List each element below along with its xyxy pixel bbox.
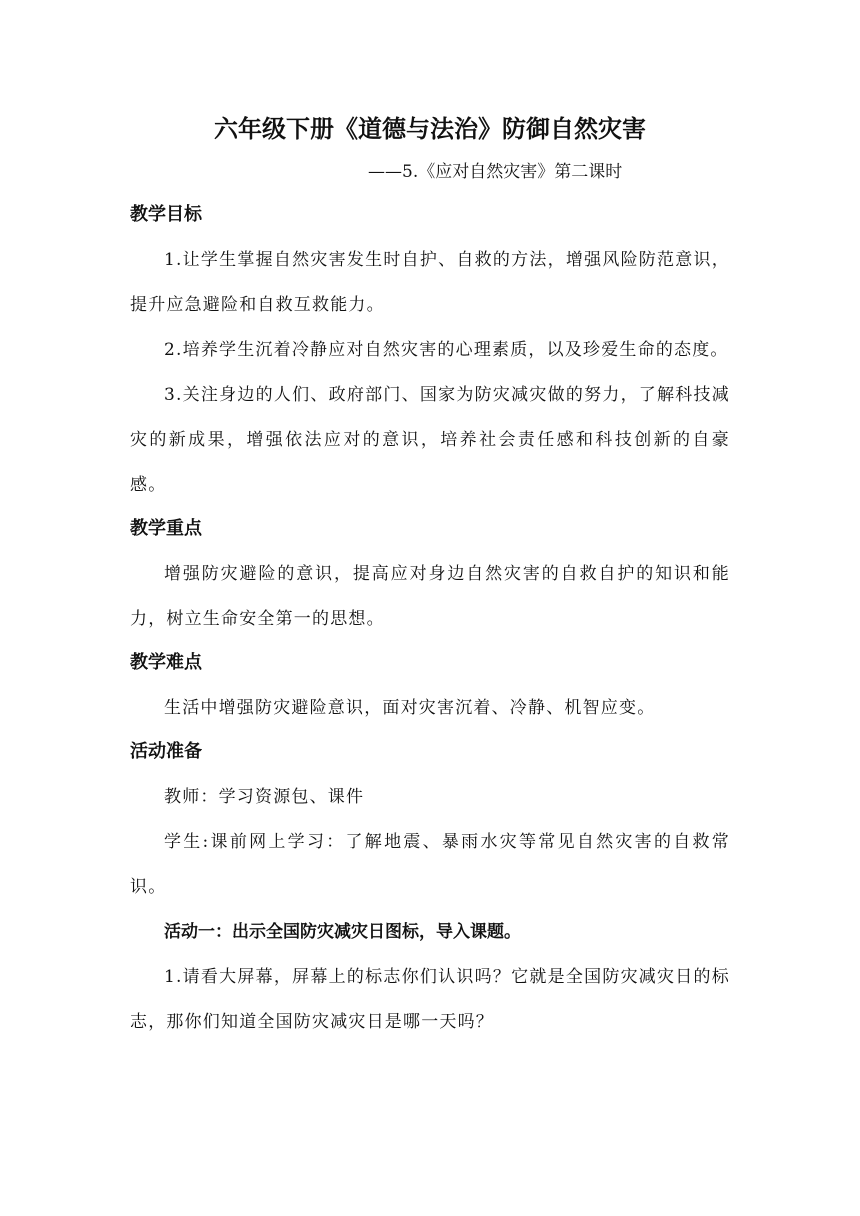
section-heading-key-points: 教学重点 — [130, 518, 202, 539]
document-title: 六年级下册《道德与法治》防御自然灾害 — [214, 115, 646, 143]
goal-item-2: 2.培养学生沉着冷静应对自然灾害的心理素质，以及珍爱生命的态度。 — [164, 340, 729, 360]
section-heading-preparation: 活动准备 — [130, 741, 202, 762]
goal-item-3: 3.关注身边的人们、政府部门、国家为防灾减灾做的努力，了解科技减灾的新成果，增强依法应对的意识，培养社会责任感和科技创新的自豪感。 — [130, 385, 730, 495]
activity-one-heading: 活动一：出示全国防灾减灾日图标，导入课题。 — [164, 922, 521, 942]
goal-item-1: 1.让学生掌握自然灾害发生时自护、自救的方法，增强风险防范意识，提升应急避险和自救互救能力。 — [130, 250, 730, 315]
section-heading-difficulties: 教学难点 — [130, 652, 202, 673]
activity-one-text: 1.请看大屏幕，屏幕上的标志你们认识吗？它就是全国防灾减灾日的标志，那你们知道全国防灾减灾日是哪一天吗？ — [130, 967, 730, 1032]
preparation-teacher: 教师：学习资源包、课件 — [164, 787, 365, 807]
difficulties-text: 生活中增强防灾避险意识，面对灾害沉着、冷静、机智应变。 — [164, 698, 656, 718]
document-body — [130, 200, 730, 1045]
document-subtitle: ——5.《应对自然灾害》第二课时 — [368, 162, 623, 182]
preparation-student: 学生:课前网上学习：了解地震、暴雨水灾等常见自然灾害的自救常识。 — [130, 832, 730, 897]
section-heading-goals: 教学目标 — [130, 204, 202, 225]
key-points-text: 增强防灾避险的意识，提高应对身边自然灾害的自救自护的知识和能力，树立生命安全第一的思想。 — [130, 564, 730, 629]
